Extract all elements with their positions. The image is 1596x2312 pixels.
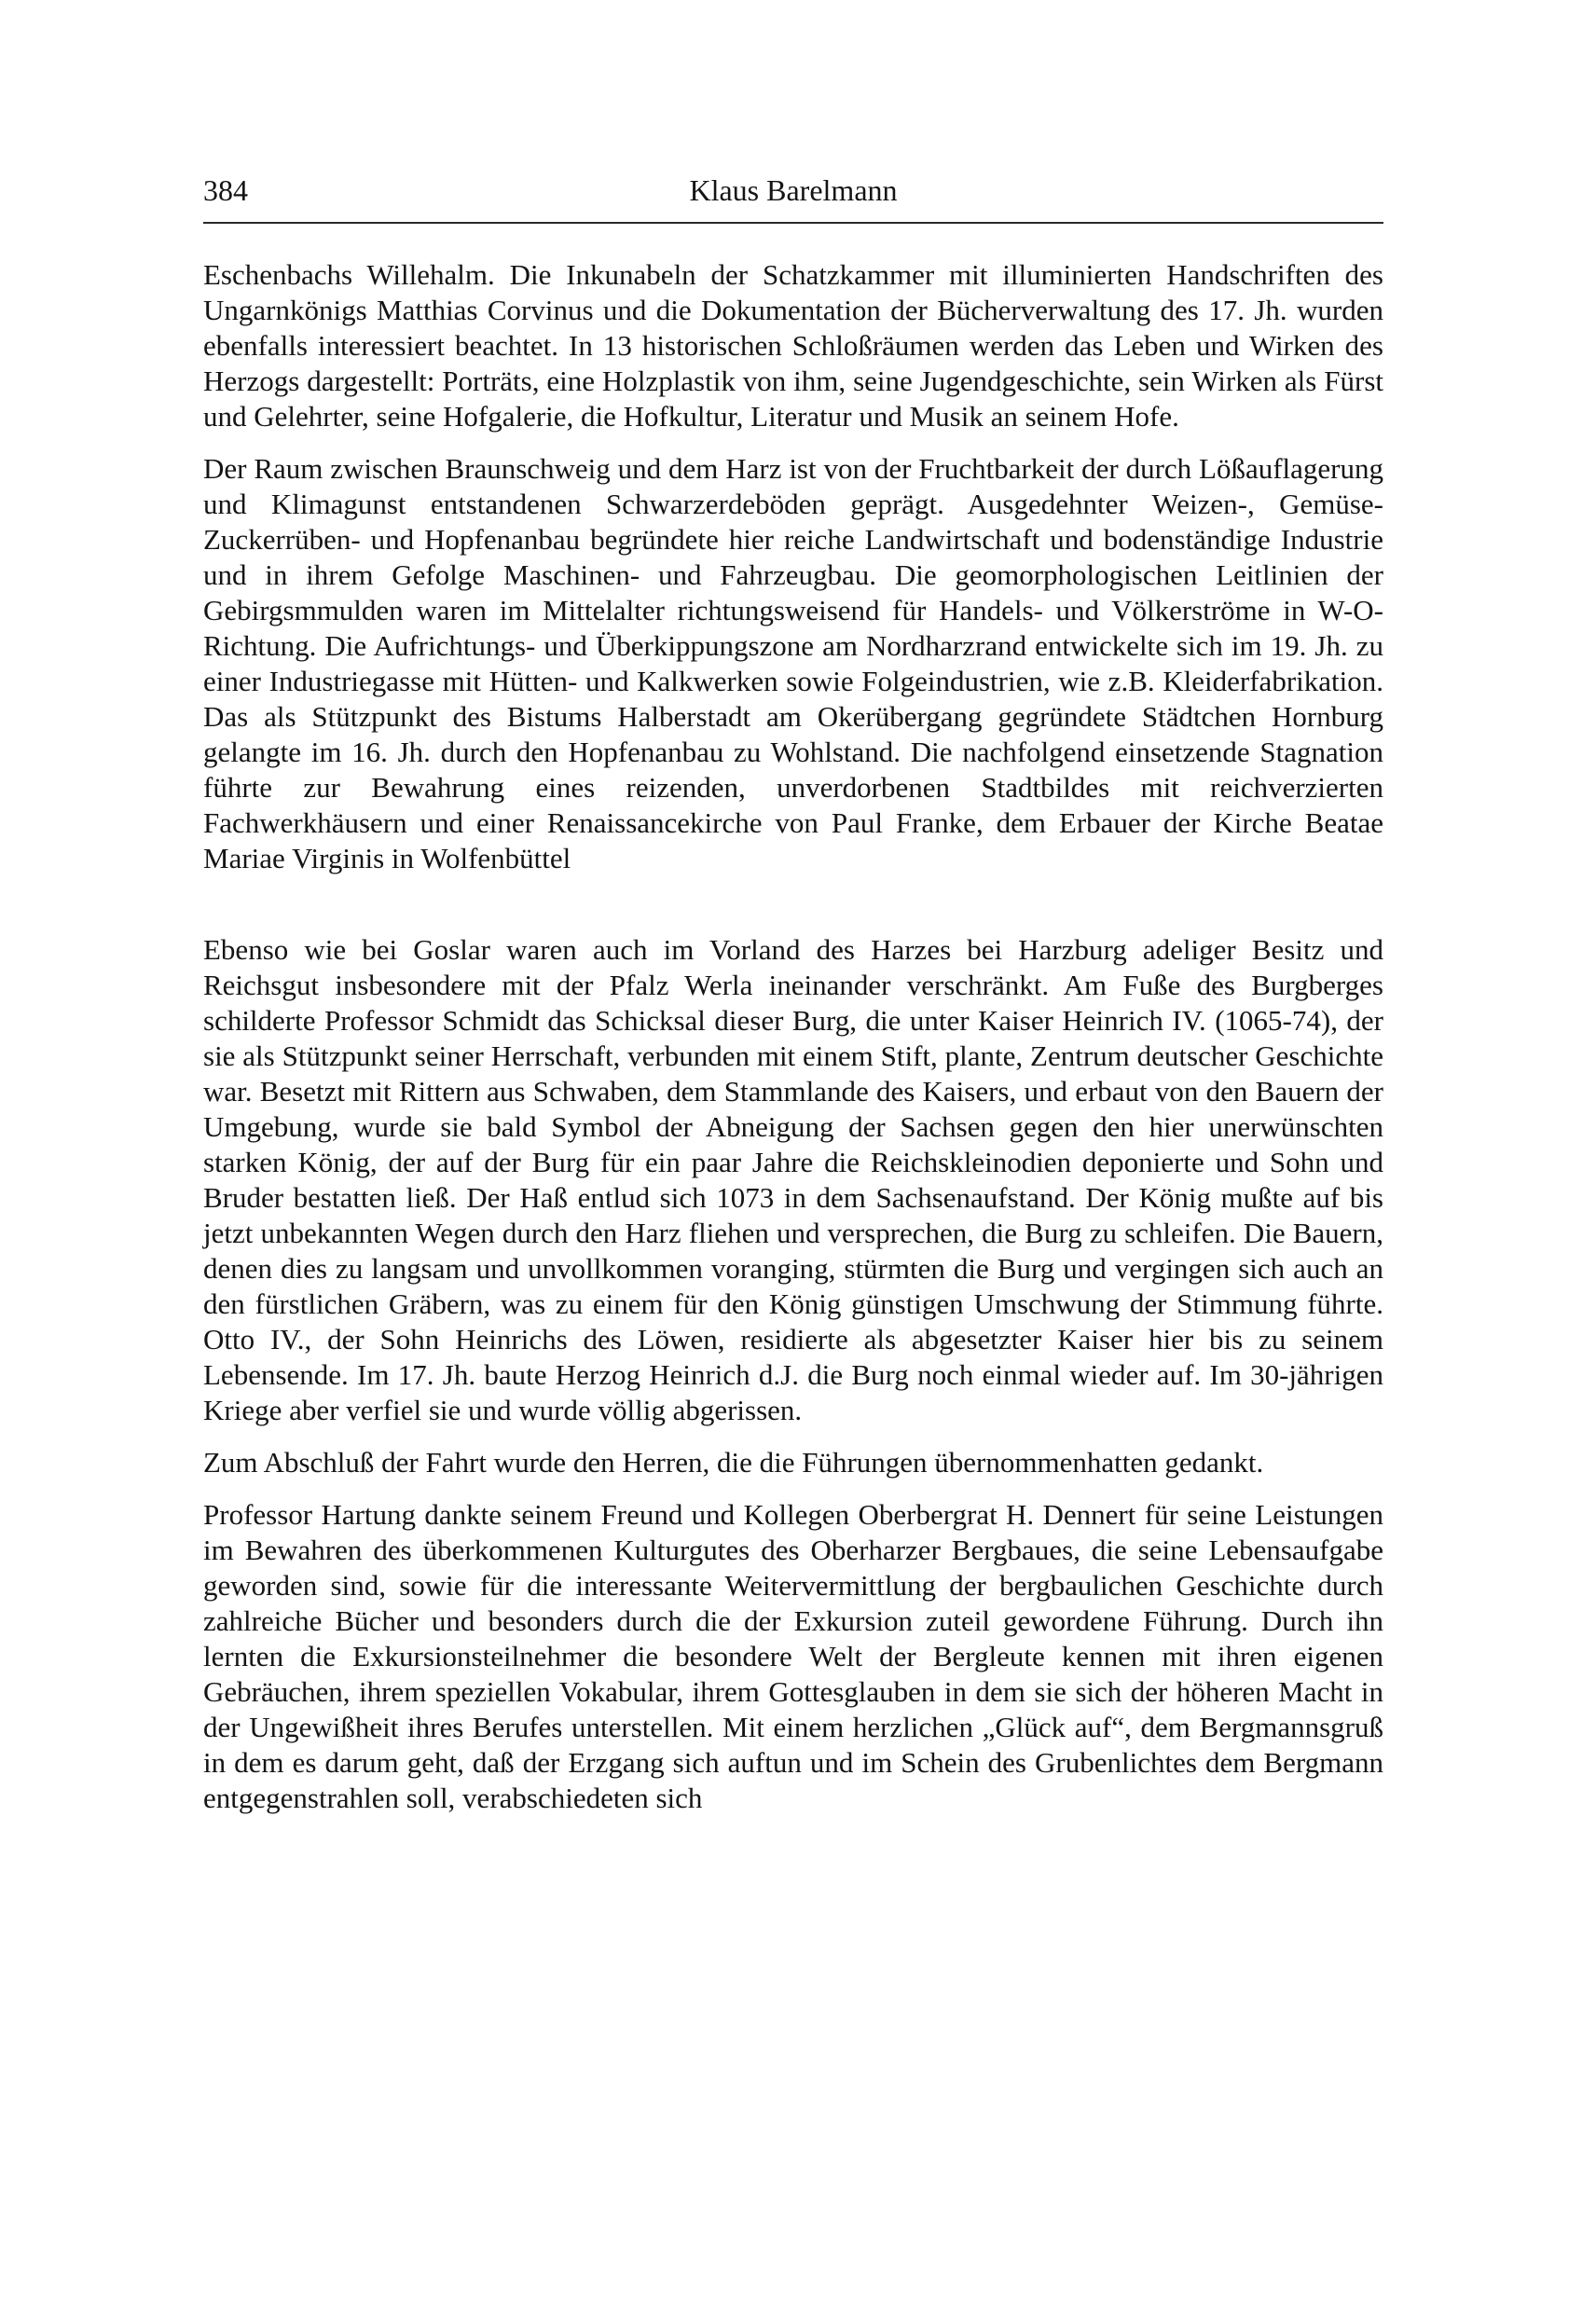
paragraph-4: Zum Abschluß der Fahrt wurde den Herren, die die Führungen übernommenhatten gedankt. [203, 1446, 1264, 1479]
paragraph-1: Eschenbachs Willehalm. Die Inkunabeln der Schatzkammer mit illuminierten Handschriften des Ungarnkönigs Matthias Corvinus und die Dokumentation der Bücherverwaltung des 17. Jh. wurden ebenfalls interessiert beachtet. In 13 historischen Schloßräumen werden das Leben und Wirken des Herzogs dargestellt: Porträts, eine Holzplastik von ihm, seine Jugendgeschichte, sein Wirken als Fürst und Gelehrter, seine Hofgalerie, die Hofkultur, Literatur und Musik an seinem Hofe. [203, 258, 1383, 433]
paragraph-2: Der Raum zwischen Braunschweig und dem Harz ist von der Fruchtbarkeit der durch Lößauflagerung und Klimagunst entstandenen Schwarzerdeböden geprägt. Ausgedehnter Weizen-, Gemüse-Zuckerrüben- und Hopfenanbau begründete hier reiche Landwirtschaft und bodenständige Industrie und in ihrem Gefolge Maschinen- und Fahrzeugbau. Die geomorphologischen Leitlinien der Gebirgsmmulden waren im Mittelalter richtungsweisend für Handels- und Völkerströme in W-O-Richtung. Die Aufrichtungs- und Überkippungszone am Nordharzrand entwickelte sich im 19. Jh. zu einer Industriegasse mit Hütten- und Kalkwerken sowie Folgeindustrien, wie z.B. Kleiderfabrikation. Das als Stützpunkt des Bistums Halberstadt am Okerübergang gegründete Städtchen Hornburg gelangte im 16. Jh. durch den Hopfenanbau zu Wohlstand. Die nachfolgend einsetzende Stagnation führte zur Bewahrung eines reizenden, unverdorbenen Stadtbildes mit reichverzierten Fachwerkhäusern und einer Renaissancekirche von Paul Franke, dem Erbauer der Kirche Beatae Mariae Virginis in Wolfenbüttel [203, 452, 1383, 874]
page-number: 384 [203, 173, 248, 207]
paragraph-3: Ebenso wie bei Goslar waren auch im Vorland des Harzes bei Harzburg adeliger Besitz und Reichsgut insbesondere mit der Pfalz Werla ineinander verschränkt. Am Fuße des Burgberges schilderte Professor Schmidt das Schicksal dieser Burg, die unter Kaiser Heinrich IV. (1065-74), der sie als Stützpunkt seiner Herrschaft, verbunden mit einem Stift, plante, Zentrum deutscher Geschichte war. Besetzt mit Rittern aus Schwaben, dem Stammlande des Kaisers, und erbaut von den Bauern der Umgebung, wurde sie bald Symbol der Abneigung der Sachsen gegen den hier unerwünschten starken König, der auf der Burg für ein paar Jahre die Reichskleinodien deponierte und Sohn und Bruder bestatten ließ. Der Haß entlud sich 1073 in dem Sachsenaufstand. Der König mußte auf bis jetzt unbekannten Wegen durch den Harz fliehen und versprechen, die Burg zu schleifen. Die Bauern, denen dies zu langsam und unvollkommen voranging, stürmten die Burg und vergingen sich auch an den fürstlichen Gräbern, was zu einem für den König günstigen Umschwung der Stimmung führte. Otto IV., der Sohn Heinrichs des Löwen, residierte als abgesetzter Kaiser hier bis zu seinem Lebensende. Im 17. Jh. baute Herzog Heinrich d.J. die Burg noch einmal wieder auf. Im 30-jährigen Kriege aber verfiel sie und wurde völlig abgerissen. [203, 933, 1383, 1426]
header-rule [203, 222, 1383, 224]
running-title: Klaus Barelmann [689, 173, 898, 207]
body-text [203, 257, 1383, 1816]
paragraph-5: Professor Hartung dankte seinem Freund und Kollegen Oberbergrat H. Dennert für seine Leistungen im Bewahren des überkommenen Kulturgutes des Oberharzer Bergbaues, die seine Lebensaufgabe geworden sind, sowie für die interessante Weitervermittlung der bergbaulichen Geschichte durch zahlreiche Bücher und besonders durch die der Exkursion zuteil gewordene Führung. Durch ihn lernten die Exkursionsteilnehmer die besondere Welt der Bergleute kennen mit ihren eigenen Gebräuchen, ihrem speziellen Vokabular, ihrem Gottesglauben in dem sie sich der höheren Macht in der Ungewißheit ihres Berufes unterstellen. Mit einem herzlichen „Glück auf“, dem Bergmannsgruß in dem es darum geht, daß der Erzgang sich auftun und im Schein des Grubenlichtes dem Bergmann entgegenstrahlen soll, verabschiedeten sich [203, 1498, 1383, 1814]
running-header [203, 164, 1383, 220]
